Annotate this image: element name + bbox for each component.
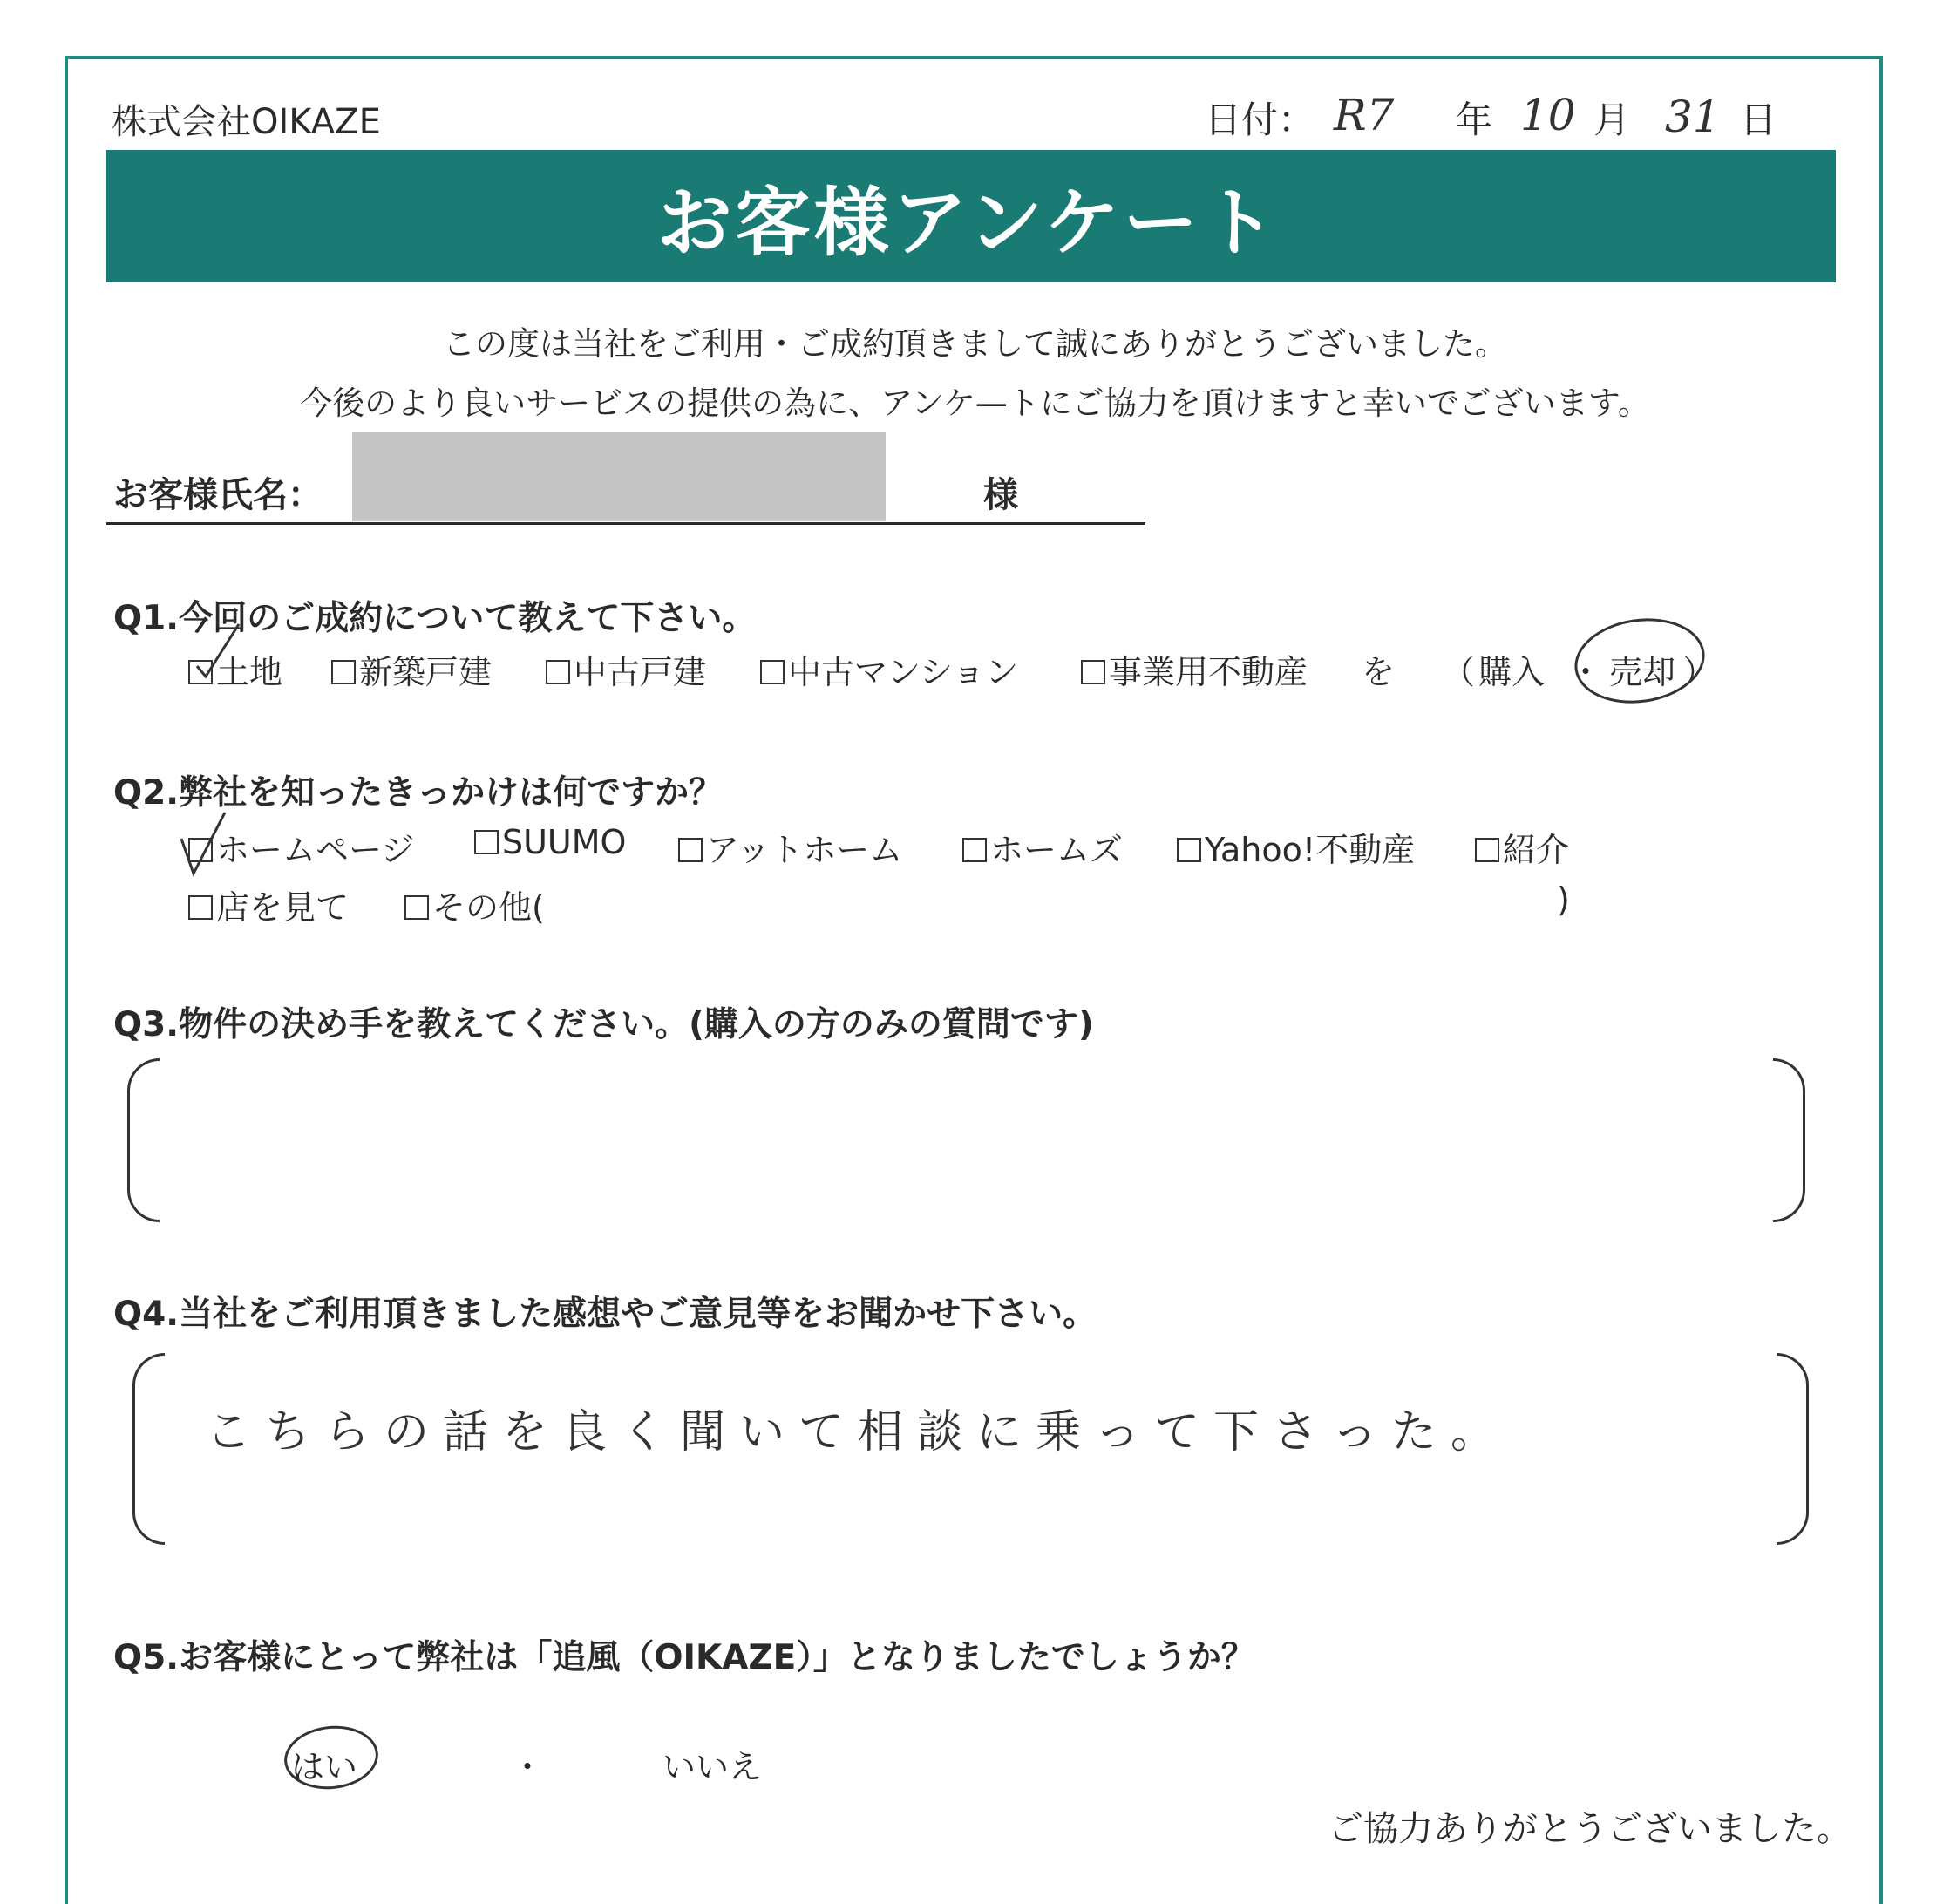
customer-name-label: お客様氏名： (113, 475, 323, 515)
option-label: Yahoo!不動産 (1205, 831, 1416, 869)
q1-option-new-house[interactable] (331, 645, 492, 693)
q2-question: Q2.弊社を知ったきっかけは何ですか？ (113, 773, 724, 813)
date-day-value: 31 (1665, 92, 1721, 142)
option-label: SUUMO (502, 823, 627, 861)
q1-separator: ・ (1569, 653, 1603, 691)
q2-checkmark-icon (178, 809, 230, 879)
q3-answer-field[interactable] (174, 1098, 1761, 1177)
q1-option-used-mansion[interactable] (760, 645, 1018, 693)
q5-separator: ・ (511, 1748, 545, 1786)
q1-wo: を (1362, 653, 1396, 691)
date-day-label: 日 (1740, 99, 1777, 141)
q4-bracket-right (1777, 1353, 1809, 1545)
checkbox[interactable] (546, 660, 570, 684)
option-label: 紹介 (1503, 831, 1570, 869)
title-banner (106, 150, 1836, 282)
q2-option-suumo[interactable] (474, 823, 626, 861)
q1-question: Q1.今回のご成約について教えて下さい。 (113, 599, 757, 638)
date-year-label: 年 (1456, 99, 1493, 141)
q1-checkmark-icon (194, 621, 246, 682)
customer-name-suffix: 様 (983, 475, 1018, 515)
checkbox[interactable] (962, 838, 987, 862)
q3-bracket-right (1773, 1058, 1805, 1222)
checkbox[interactable] (331, 660, 356, 684)
checkbox[interactable] (188, 895, 213, 920)
q3-bracket-left (127, 1058, 160, 1222)
q2-option-referral[interactable] (1475, 823, 1569, 871)
checkbox[interactable] (678, 838, 703, 862)
date-field (1205, 92, 1815, 144)
option-label: ホームズ (990, 831, 1124, 869)
q1-option-business-property[interactable] (1081, 645, 1308, 693)
date-month-value: 10 (1520, 90, 1576, 140)
option-label: 土地 (216, 653, 283, 691)
checkbox[interactable] (1081, 660, 1105, 684)
intro-line-2: 今後のより良いサービスの提供の為に、アンケ—トにご協力を頂けますと幸いでございます。 (300, 384, 1650, 422)
option-label: 事業用不動産 (1109, 653, 1308, 691)
q5-no[interactable]: いいえ (662, 1748, 763, 1786)
option-label: ホームページ (216, 831, 415, 869)
q2-other-close-paren: ) (1557, 881, 1570, 919)
checkbox[interactable] (404, 895, 429, 920)
q1-buy[interactable]: 購入 (1478, 653, 1546, 691)
q2-option-other[interactable] (404, 881, 545, 928)
q2-option-homes[interactable] (962, 823, 1123, 871)
date-label: 日付： (1205, 99, 1315, 141)
intro-line-1: この度は当社をご利用・ご成約頂きまして誠にありがとうございました。 (443, 325, 1507, 363)
option-label: 店を見て (216, 888, 350, 927)
option-label: その他( (432, 888, 545, 927)
date-month-label: 月 (1593, 99, 1631, 141)
q5-question: Q5.お客様にとって弊社は「追風（OIKAZE）」となりましたでしょうか？ (113, 1638, 1255, 1677)
q2-option-athome[interactable] (678, 823, 902, 871)
q1-option-used-house[interactable] (546, 645, 706, 693)
company-name: 株式会社OIKAZE (112, 102, 381, 142)
q1-paren-close: ） (1682, 653, 1716, 691)
option-label: 新築戸建 (359, 653, 493, 691)
option-label: 中古戸建 (574, 653, 707, 691)
redacted-customer-name (352, 432, 886, 521)
option-label: 中古マンション (788, 653, 1019, 691)
q1-sell[interactable]: 売却 (1609, 653, 1676, 691)
footer-thanks: ご協力ありがとうございました。 (1328, 1809, 1851, 1849)
q4-bracket-left (132, 1353, 165, 1545)
date-year-value: R7 (1334, 90, 1395, 140)
q3-question: Q3.物件の決め手を教えてください。(購入の方のみの質問です) (113, 1005, 1094, 1044)
checkbox[interactable] (760, 660, 785, 684)
q4-question: Q4.当社をご利用頂きました感想やご意見等をお聞かせ下さい。 (113, 1295, 1097, 1334)
name-underline (106, 522, 1145, 525)
q2-option-store[interactable] (188, 881, 349, 928)
option-label: アットホーム (706, 831, 903, 869)
checkbox[interactable] (474, 830, 499, 854)
page-title: お客様アンケート (656, 180, 1281, 267)
q4-answer-text[interactable]: こちらの話を良く聞いて相談に乗って下さった。 (206, 1406, 1511, 1459)
q1-paren-open: （ (1442, 653, 1476, 691)
q2-option-yahoo[interactable] (1177, 823, 1415, 871)
q5-yes[interactable]: はい (291, 1748, 358, 1786)
checkbox[interactable] (1475, 838, 1499, 862)
checkbox[interactable] (1177, 838, 1201, 862)
